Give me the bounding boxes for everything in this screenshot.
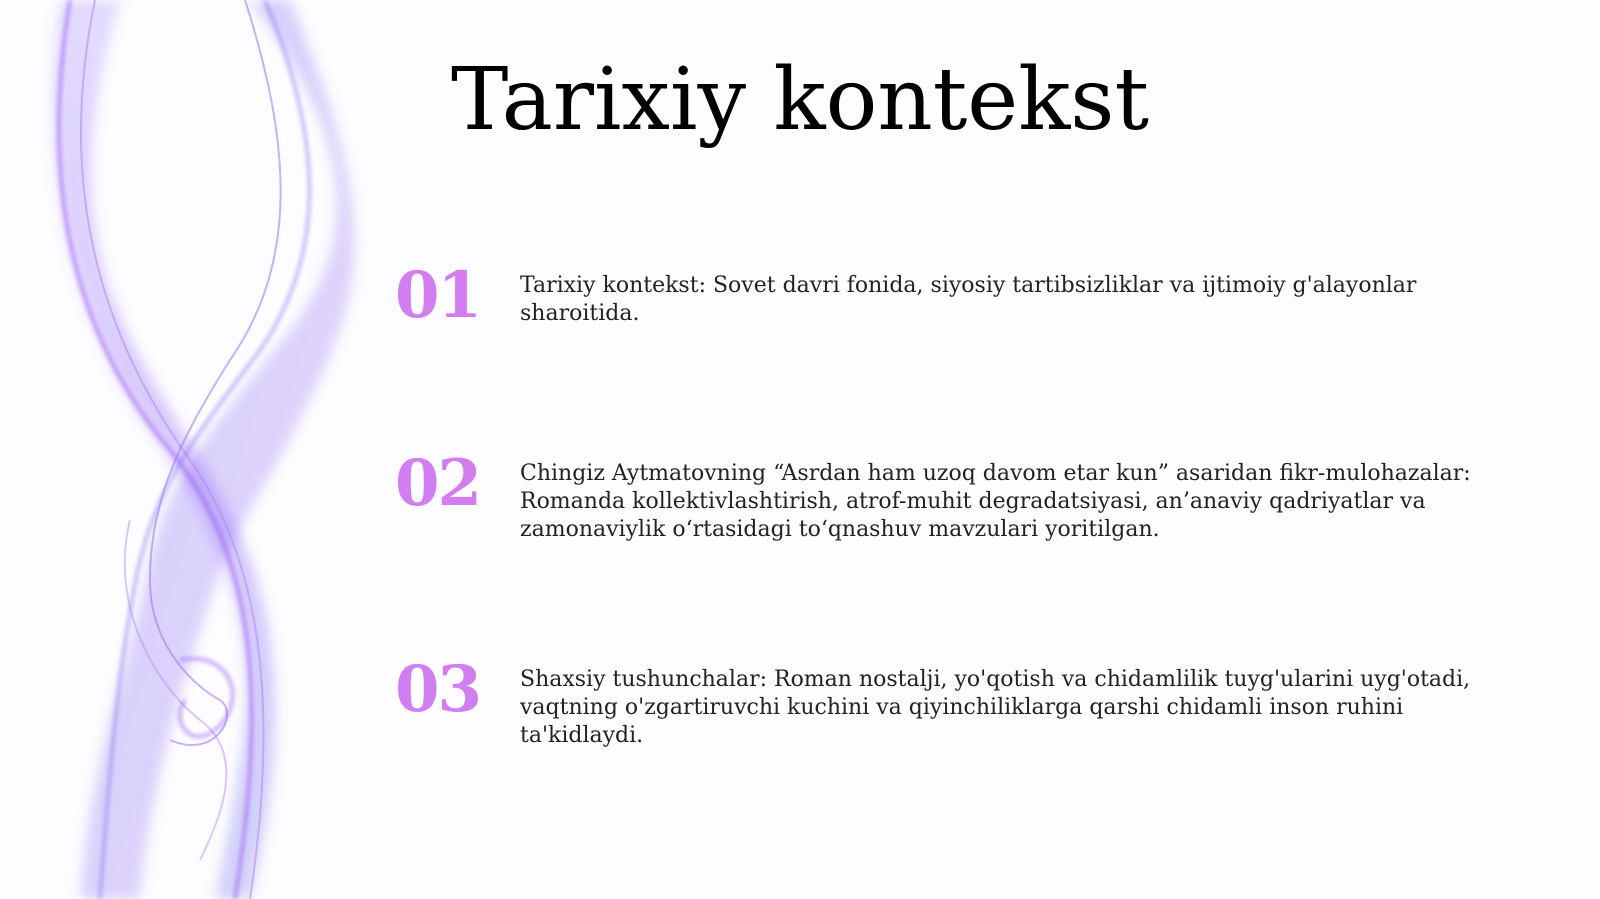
item-number: 01 bbox=[395, 258, 481, 333]
item-text: Shaxsiy tushunchalar: Roman nostalji, yo'qotish va chidamlilik tuyg'ularini uyg'otadi, vaqtning o'zgartiruvchi kuchini va qiyinchiliklarga qarshi chidamli inson ruhini ta'kidlaydi. bbox=[520, 667, 1471, 748]
item-text: Tarixiy kontekst: Sovet davri fonida, siyosiy tartibsizliklar va ijtimoiy g'alayonlar sharoitida. bbox=[520, 273, 1417, 326]
item-number: 03 bbox=[395, 652, 481, 727]
item-number: 02 bbox=[395, 446, 481, 521]
item-text: Chingiz Aytmatovning “Asrdan ham uzoq davom etar kun” asaridan fikr-mulohazalar: Romanda kollektivlashtirish, atrof-muhit degradatsiyasi, an’anaviy qadriyatlar va zamonaviylik o‘rtasidagi to‘qnashuv mavzulari yoritilgan. bbox=[520, 461, 1471, 542]
slide-title: Tarixiy kontekst bbox=[450, 50, 1150, 150]
